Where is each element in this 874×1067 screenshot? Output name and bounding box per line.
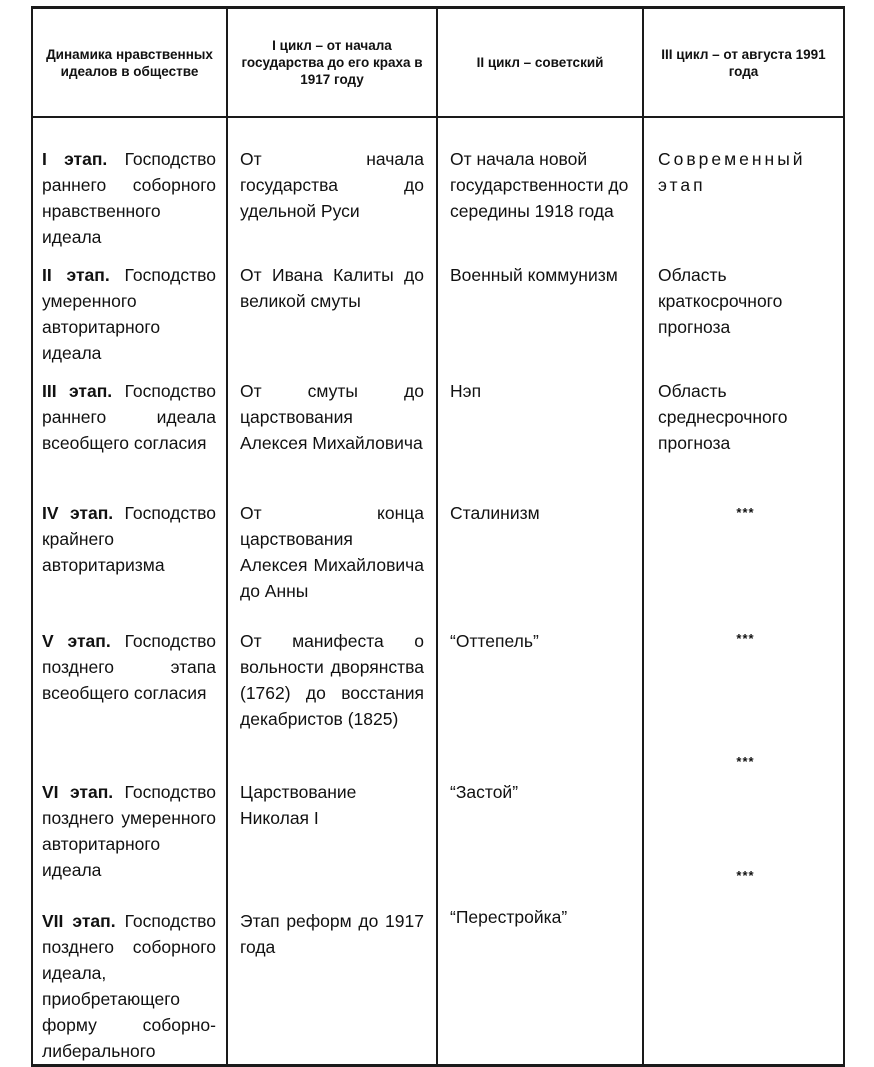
stage-label: I этап. — [42, 149, 108, 169]
table-row — [32, 618, 844, 775]
table-row — [32, 775, 844, 900]
stage-text: Господство крайнего авторитаризма — [42, 503, 216, 575]
stage-label: III этап. — [42, 381, 113, 401]
header-cycle-3: III цикл – от августа 1991 года — [643, 8, 844, 118]
placeholder-stars: *** — [736, 754, 755, 769]
stage-cell — [32, 618, 227, 775]
cycle1-cell: От манифеста о вольности дворянства (1762) до восстания декабристов (1825) — [227, 618, 437, 775]
header-row — [32, 8, 844, 118]
cycle3-cell — [643, 775, 844, 900]
cycle3-cell: Современный этап — [643, 117, 844, 250]
table-row — [32, 366, 844, 490]
table-row — [32, 900, 844, 1066]
cycle3-cell: Область среднесрочного прогноза — [643, 366, 844, 490]
table-row — [32, 117, 844, 250]
stage-cell — [32, 490, 227, 618]
stage-text: Господство позднего соборного идеала, приобретающего форму соборно-либерального — [42, 911, 216, 1061]
cycle3-cell — [643, 900, 844, 1066]
stage-label: VI этап. — [42, 782, 114, 802]
cycle3-cell: Область краткосрочного прогноза — [643, 250, 844, 366]
stage-cell — [32, 900, 227, 1066]
cycle1-cell: Царствование Николая I — [227, 775, 437, 900]
cycle1-cell: Этап реформ до 1917 года — [227, 900, 437, 1066]
stage-text: Господство позднего умеренного авторитарного идеала — [42, 782, 216, 880]
cycle3-cell — [643, 618, 844, 775]
header-dynamics: Динамика нравственных идеалов в обществе — [32, 8, 227, 118]
placeholder-stars: *** — [736, 631, 755, 646]
cycle3-cell — [643, 490, 844, 618]
cycle2-cell: От начала новой государственности до середины 1918 года — [437, 117, 643, 250]
table-body — [32, 117, 844, 1066]
cycle2-cell: “Застой” — [437, 775, 643, 900]
cycle1-cell: От смуты до царствования Алексея Михайловича — [227, 366, 437, 490]
cycle2-cell: Военный коммунизм — [437, 250, 643, 366]
cycle1-cell: От начала государства до удельной Руси — [227, 117, 437, 250]
stage-cell — [32, 117, 227, 250]
stage-cell — [32, 775, 227, 900]
cycle2-cell: Нэп — [437, 366, 643, 490]
stage-text: Господство раннего идеала всеобщего согласия — [42, 381, 216, 453]
table-row — [32, 490, 844, 618]
stage-label: II этап. — [42, 265, 110, 285]
stage-text: Господство позднего этапа всеобщего согласия — [42, 631, 216, 703]
stage-cell — [32, 366, 227, 490]
stage-label: IV этап. — [42, 503, 114, 523]
cycle1-cell: От конца царствования Алексея Михайловича до Анны — [227, 490, 437, 618]
stage-text: Господство умеренного авторитарного идеала — [42, 265, 216, 363]
placeholder-stars: *** — [736, 868, 755, 883]
cycle2-cell: Сталинизм — [437, 490, 643, 618]
stage-text: Господство раннего соборного нравственного идеала — [42, 149, 216, 247]
stage-label: V этап. — [42, 631, 111, 651]
cycle1-cell: От Ивана Калиты до великой смуты — [227, 250, 437, 366]
table-row — [32, 250, 844, 366]
table-header — [32, 8, 844, 118]
stage-label: VII этап. — [42, 911, 116, 931]
header-cycle-1: I цикл – от начала государства до его краха в 1917 году — [227, 8, 437, 118]
cycle2-cell: “Перестройка” — [437, 900, 643, 1066]
cycle2-cell: “Оттепель” — [437, 618, 643, 775]
placeholder-stars: *** — [736, 505, 755, 520]
stages-table — [31, 6, 845, 1067]
stage-cell — [32, 250, 227, 366]
header-cycle-2: II цикл – советский — [437, 8, 643, 118]
